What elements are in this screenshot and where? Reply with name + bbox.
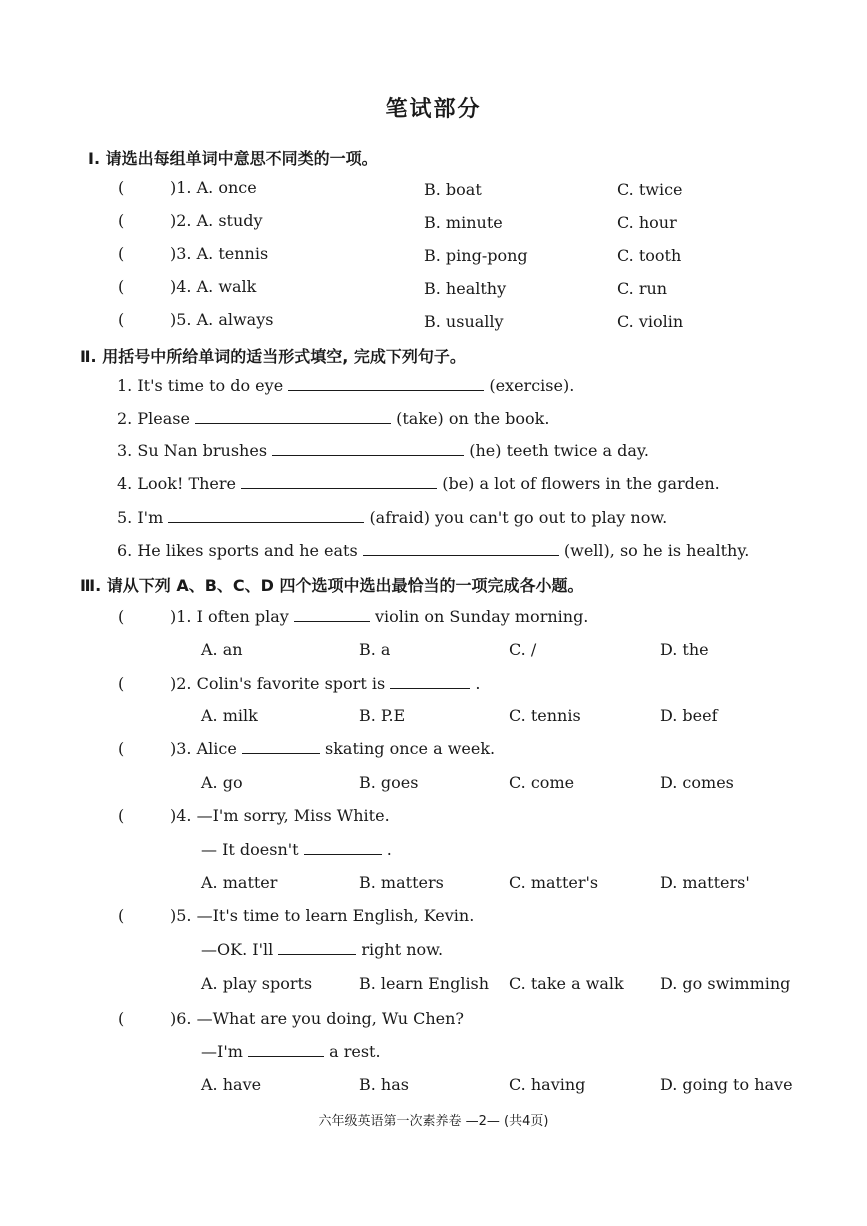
option-b[interactable]: B. a (359, 640, 391, 659)
stem-blank[interactable] (304, 840, 382, 855)
option-d[interactable]: D. beef (660, 706, 718, 725)
fill-item (117, 541, 749, 560)
answer-paren[interactable]: ( (118, 739, 125, 758)
page-title: 笔试部分 (385, 97, 482, 122)
stem-after: violin on Sunday morning. (374, 607, 589, 626)
answer-paren[interactable]: ( (118, 277, 125, 296)
fill-after: (exercise). (489, 376, 575, 395)
line2-after: a rest. (329, 1042, 381, 1061)
option-c: C. hour (617, 213, 677, 232)
fill-before: 6. He likes sports and he eats (117, 541, 358, 560)
fill-item (117, 409, 549, 428)
option-a[interactable]: A. matter (201, 873, 278, 892)
option-c: C. twice (617, 180, 683, 199)
line2-after: . (386, 840, 392, 859)
option-a[interactable]: A. have (201, 1075, 262, 1094)
fill-item (117, 441, 649, 460)
option-a[interactable]: A. go (201, 773, 243, 792)
fill-blank[interactable] (288, 376, 484, 391)
question-stem: )4. —I'm sorry, Miss White. (170, 806, 390, 825)
fill-blank[interactable] (363, 541, 559, 556)
fill-before: 1. It's time to do eye (117, 376, 284, 395)
option-d[interactable]: D. comes (660, 773, 734, 792)
option-b: B. healthy (424, 279, 507, 298)
option-c: C. run (617, 279, 668, 298)
option-d[interactable]: D. going to have (660, 1075, 793, 1094)
answer-paren[interactable]: ( (118, 607, 125, 626)
option-a[interactable]: A. milk (201, 706, 258, 725)
option-c[interactable]: C. take a walk (509, 974, 624, 993)
question-stem (170, 607, 588, 626)
fill-before: 3. Su Nan brushes (117, 441, 268, 460)
option-b[interactable]: B. goes (359, 773, 419, 792)
question-stem (170, 674, 480, 693)
stem-blank[interactable] (294, 607, 370, 622)
stem-blank[interactable] (278, 940, 356, 955)
option-a[interactable]: A. an (201, 640, 243, 659)
option-a: )4. A. walk (170, 277, 257, 296)
option-b[interactable]: B. has (359, 1075, 409, 1094)
option-b: B. minute (424, 213, 503, 232)
answer-paren[interactable]: ( (118, 310, 125, 329)
line2-before: —I'm (201, 1042, 243, 1061)
answer-paren[interactable]: ( (118, 906, 125, 925)
option-b: B. ping-pong (424, 246, 528, 265)
fill-item (117, 474, 720, 493)
answer-paren[interactable]: ( (118, 806, 125, 825)
option-d[interactable]: D. go swimming (660, 974, 791, 993)
stem-before: )3. Alice (170, 739, 237, 758)
option-a: )3. A. tennis (170, 244, 269, 263)
question-stem (170, 739, 495, 758)
stem-before: )2. Colin's favorite sport is (170, 674, 386, 693)
fill-item (117, 508, 667, 527)
fill-after: (take) on the book. (396, 409, 550, 428)
stem-blank[interactable] (248, 1042, 324, 1057)
section3-heading: Ⅲ. 请从下列 A、B、C、D 四个选项中选出最恰当的一项完成各小题。 (80, 576, 584, 595)
line2-before: —OK. I'll (201, 940, 274, 959)
option-c[interactable]: C. come (509, 773, 575, 792)
fill-before: 4. Look! There (117, 474, 237, 493)
answer-paren[interactable]: ( (118, 674, 125, 693)
option-b[interactable]: B. P.E (359, 706, 406, 725)
question-stem: )6. —What are you doing, Wu Chen? (170, 1009, 464, 1028)
question-line2 (201, 840, 392, 859)
question-line2 (201, 1042, 381, 1061)
fill-blank[interactable] (272, 441, 464, 456)
option-c[interactable]: C. tennis (509, 706, 581, 725)
option-d[interactable]: D. matters' (660, 873, 750, 892)
option-d[interactable]: D. the (660, 640, 709, 659)
answer-paren[interactable]: ( (118, 178, 125, 197)
option-b: B. usually (424, 312, 504, 331)
fill-after: (he) teeth twice a day. (469, 441, 649, 460)
stem-before: )1. I often play (170, 607, 289, 626)
answer-paren[interactable]: ( (118, 211, 125, 230)
fill-item (117, 376, 574, 395)
section1-heading: Ⅰ. 请选出每组单词中意思不同类的一项。 (88, 149, 378, 168)
fill-before: 2. Please (117, 409, 190, 428)
section2-heading: Ⅱ. 用括号中所给单词的适当形式填空, 完成下列句子。 (80, 347, 466, 366)
fill-after: (be) a lot of flowers in the garden. (442, 474, 720, 493)
option-b[interactable]: B. matters (359, 873, 444, 892)
question-stem: )5. —It's time to learn English, Kevin. (170, 906, 475, 925)
option-b: B. boat (424, 180, 482, 199)
option-c: C. tooth (617, 246, 682, 265)
option-a[interactable]: A. play sports (201, 974, 313, 993)
fill-blank[interactable] (168, 508, 364, 523)
option-a: )2. A. study (170, 211, 263, 230)
stem-blank[interactable] (390, 674, 470, 689)
line2-before: — It doesn't (201, 840, 299, 859)
line2-after: right now. (361, 940, 444, 959)
fill-after: (well), so he is healthy. (563, 541, 750, 560)
answer-paren[interactable]: ( (118, 244, 125, 263)
stem-after: . (475, 674, 481, 693)
page-footer: 六年级英语第一次素养卷 —2— (共4页) (318, 1114, 549, 1129)
option-c[interactable]: C. having (509, 1075, 586, 1094)
option-c[interactable]: C. / (509, 640, 537, 659)
fill-blank[interactable] (241, 474, 437, 489)
option-a: )5. A. always (170, 310, 274, 329)
fill-after: (afraid) you can't go out to play now. (369, 508, 668, 527)
stem-after: skating once a week. (325, 739, 496, 758)
option-b[interactable]: B. learn English (359, 974, 490, 993)
option-c[interactable]: C. matter's (509, 873, 599, 892)
fill-before: 5. I'm (117, 508, 164, 527)
stem-blank[interactable] (242, 739, 320, 754)
fill-blank[interactable] (195, 409, 391, 424)
answer-paren[interactable]: ( (118, 1009, 125, 1028)
option-a: )1. A. once (170, 178, 257, 197)
question-line2 (201, 940, 443, 959)
option-c: C. violin (617, 312, 684, 331)
